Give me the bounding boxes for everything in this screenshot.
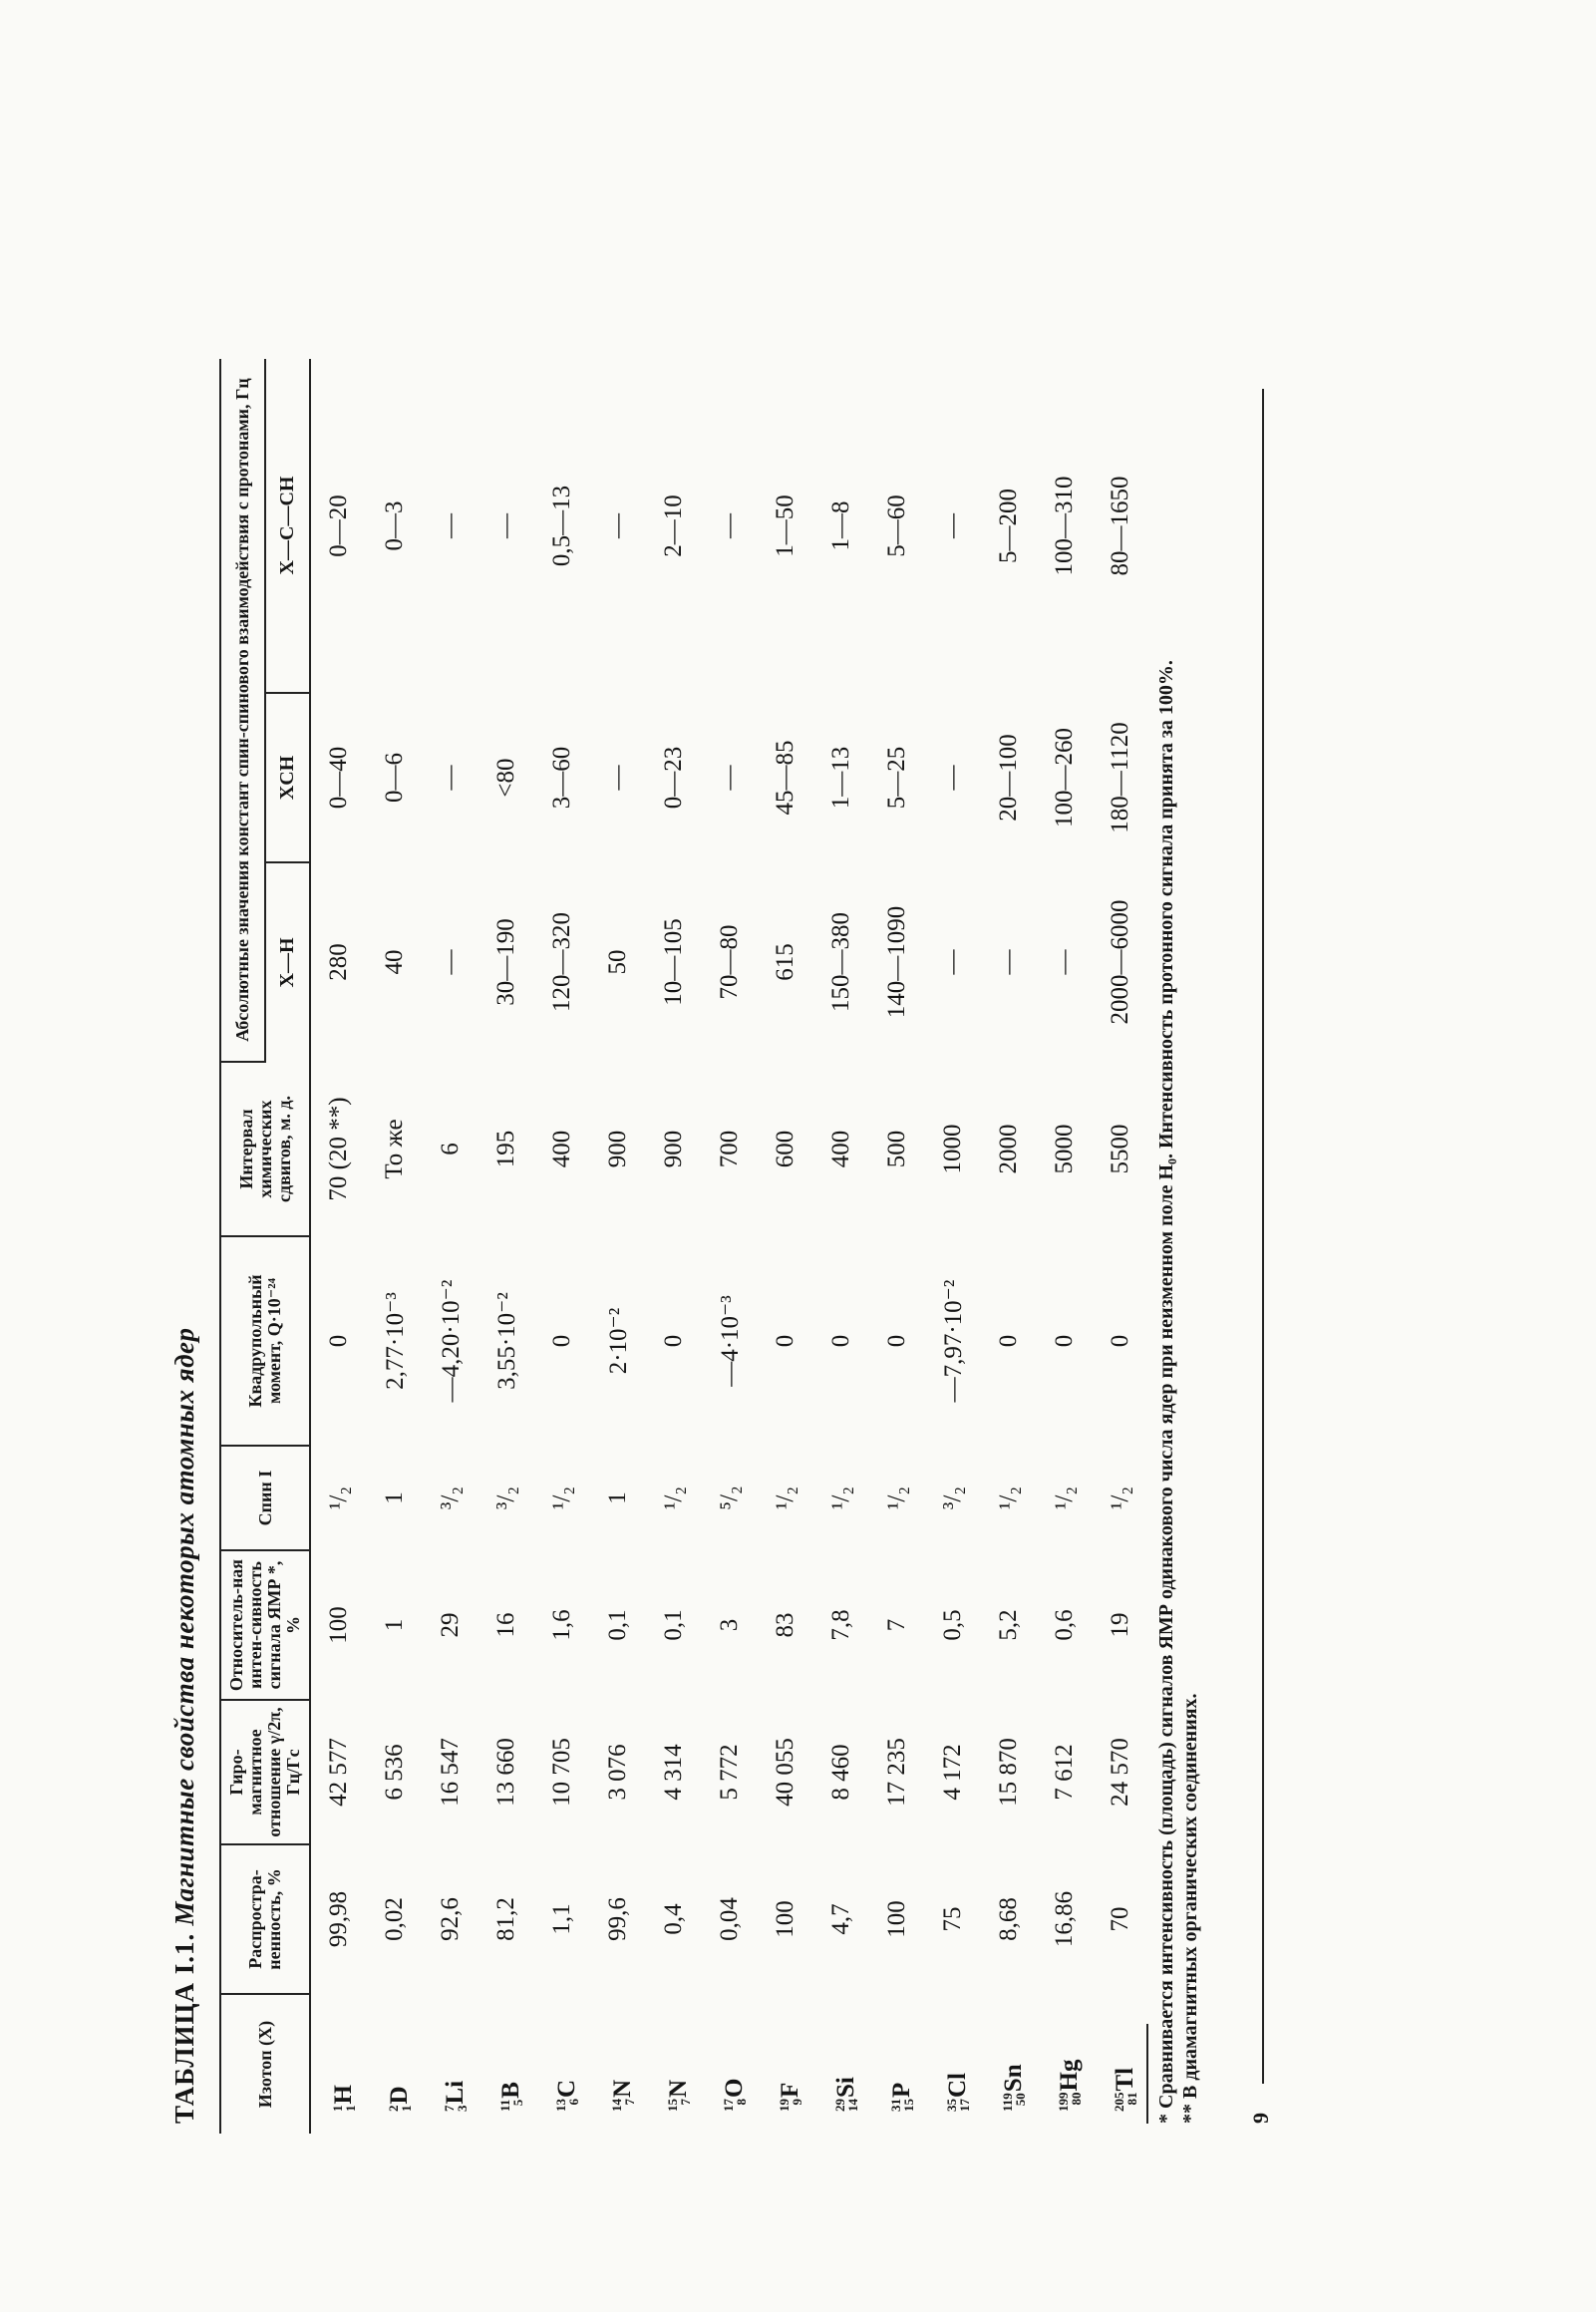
nuclide-symbol bbox=[442, 2081, 470, 2112]
nuclide-symbol bbox=[330, 2085, 358, 2112]
element-symbol: O bbox=[720, 2078, 748, 2098]
cell-quadrupole-moment: 2,77·10⁻³ bbox=[382, 1292, 409, 1390]
mass-number: 19 bbox=[776, 2099, 792, 2112]
cell-coupling-xch: 20—100 bbox=[995, 734, 1022, 822]
cell-gyromagnetic-ratio: 3 076 bbox=[604, 1744, 631, 1801]
atomic-number: 3 bbox=[454, 2105, 470, 2112]
table-row bbox=[423, 359, 479, 2134]
cell-gyromagnetic-ratio: 5 772 bbox=[716, 1744, 743, 1801]
mass-number: 1 bbox=[329, 2105, 345, 2112]
cell-relative-intensity: 0,1 bbox=[604, 1609, 631, 1641]
atomic-number: 15 bbox=[900, 2099, 916, 2112]
cell-coupling-xh: 30—190 bbox=[492, 918, 519, 1006]
mass-number: 17 bbox=[720, 2099, 736, 2112]
element-symbol: Cl bbox=[943, 2073, 971, 2098]
cell-coupling-xh: 150—380 bbox=[827, 912, 854, 1012]
mass-number: 2 bbox=[385, 2105, 401, 2112]
header-isotope: Изотоп (X) bbox=[220, 1994, 310, 2134]
element-symbol: Si bbox=[831, 2077, 859, 2098]
cell-gyromagnetic-ratio: 6 536 bbox=[381, 1744, 408, 1801]
cell-abundance: 75 bbox=[939, 1906, 966, 1932]
nuclide-symbol bbox=[777, 2083, 804, 2112]
atomic-number: 7 bbox=[621, 2099, 637, 2106]
atomic-number: 50 bbox=[1012, 2093, 1028, 2107]
cell-gyromagnetic-ratio: 8 460 bbox=[827, 1744, 854, 1801]
cell-isotope bbox=[1093, 1994, 1148, 2134]
cell-spin: ¹/₂ bbox=[772, 1486, 798, 1510]
nuclide-symbol bbox=[609, 2080, 637, 2112]
atomic-number: 6 bbox=[565, 2099, 581, 2106]
cell-spin: ¹/₂ bbox=[548, 1486, 575, 1510]
cell-isotope bbox=[1037, 1994, 1093, 2134]
cell-isotope bbox=[367, 1994, 423, 2134]
table-row bbox=[646, 359, 702, 2134]
cell-quadrupole-moment: —4,20·10⁻² bbox=[438, 1279, 465, 1403]
cell-coupling-xh: — bbox=[995, 949, 1022, 975]
cell-isotope bbox=[590, 1994, 646, 2134]
mass-number: 11 bbox=[496, 2099, 512, 2112]
mass-number: 205 bbox=[1111, 2092, 1126, 2112]
header-coupling-xh: X—H bbox=[265, 862, 310, 1062]
nuclide-indices bbox=[666, 2099, 692, 2112]
nuclide-indices bbox=[443, 2106, 469, 2113]
header-coupling-xch: XCH bbox=[265, 693, 310, 862]
cell-chemical-shift-range: 5000 bbox=[1051, 1124, 1078, 1174]
nuclide-indices bbox=[331, 2106, 357, 2113]
cell-isotope bbox=[423, 1994, 479, 2134]
cell-spin: ¹/₂ bbox=[995, 1486, 1022, 1510]
header-spin: Спин I bbox=[220, 1446, 310, 1550]
mass-number: 13 bbox=[552, 2099, 568, 2112]
cell-spin: ¹/₂ bbox=[883, 1486, 910, 1510]
cell-chemical-shift-range: То же bbox=[381, 1119, 408, 1179]
cell-coupling-xch: 5—25 bbox=[883, 746, 910, 810]
table-body bbox=[310, 359, 1148, 2134]
cell-coupling-xh: 50 bbox=[604, 949, 631, 975]
nuclide-indices bbox=[498, 2100, 524, 2112]
atomic-number: 81 bbox=[1123, 2092, 1139, 2106]
nuclear-properties-table bbox=[219, 359, 1148, 2134]
header-coupling-xcch: X—C—CH bbox=[265, 359, 310, 693]
nuclide-indices bbox=[889, 2099, 915, 2112]
cell-relative-intensity: 5,2 bbox=[995, 1609, 1022, 1641]
cell-isotope bbox=[646, 1994, 702, 2134]
element-symbol: H bbox=[329, 2085, 357, 2105]
cell-abundance: 70 bbox=[1107, 1906, 1133, 1932]
atomic-number: 14 bbox=[844, 2099, 860, 2112]
cell-spin: ⁵/₂ bbox=[716, 1486, 743, 1510]
cell-coupling-xch: 3—60 bbox=[548, 746, 575, 810]
cell-chemical-shift-range: 900 bbox=[604, 1130, 631, 1168]
cell-isotope bbox=[310, 1994, 367, 2134]
nuclide-symbol bbox=[553, 2080, 581, 2112]
cell-gyromagnetic-ratio: 4 172 bbox=[939, 1744, 966, 1801]
element-symbol: Li bbox=[441, 2080, 469, 2105]
nuclide-indices bbox=[1113, 2093, 1138, 2113]
header-quadrupole-moment: Квадрупольный момент, Q·10⁻²⁴ bbox=[220, 1236, 310, 1446]
nuclide-indices bbox=[610, 2099, 636, 2112]
cell-coupling-xch: 180—1120 bbox=[1107, 722, 1133, 833]
cell-abundance: 0,4 bbox=[660, 1903, 687, 1935]
cell-coupling-xh: — bbox=[437, 949, 464, 975]
header-abundance: Распростра-ненность, % bbox=[220, 1844, 310, 1994]
table-row bbox=[813, 359, 869, 2134]
table-row bbox=[479, 359, 534, 2134]
cell-spin: ³/₂ bbox=[437, 1486, 464, 1510]
atomic-number: 8 bbox=[733, 2099, 749, 2106]
cell-coupling-xh: 70—80 bbox=[716, 924, 743, 1000]
cell-abundance: 4,7 bbox=[827, 1903, 854, 1935]
table-number: ТАБЛИЦА I.1. bbox=[169, 1932, 199, 2124]
page-number: 9 bbox=[1248, 2113, 1273, 2124]
mass-number: 119 bbox=[999, 2093, 1015, 2112]
footnotes bbox=[1146, 369, 1202, 2124]
cell-isotope bbox=[925, 1994, 981, 2134]
nuclide-symbol bbox=[1112, 2068, 1139, 2112]
element-symbol: Hg bbox=[1055, 2059, 1083, 2092]
cell-gyromagnetic-ratio: 10 705 bbox=[548, 1738, 575, 1807]
cell-relative-intensity: 7,8 bbox=[827, 1609, 854, 1641]
table-row bbox=[869, 359, 925, 2134]
element-symbol: N bbox=[608, 2079, 636, 2098]
element-symbol: F bbox=[776, 2082, 803, 2098]
cell-relative-intensity: 0,5 bbox=[939, 1609, 966, 1641]
table-row bbox=[367, 359, 423, 2134]
cell-quadrupole-moment: 0 bbox=[1107, 1334, 1133, 1348]
cell-abundance: 99,98 bbox=[325, 1890, 352, 1948]
cell-coupling-xh: 280 bbox=[325, 943, 352, 981]
nuclide-symbol bbox=[665, 2080, 693, 2112]
cell-isotope bbox=[813, 1994, 869, 2134]
cell-spin: ¹/₂ bbox=[1051, 1486, 1078, 1510]
cell-gyromagnetic-ratio: 16 547 bbox=[437, 1738, 464, 1807]
element-symbol: D bbox=[385, 2086, 413, 2105]
cell-isotope bbox=[702, 1994, 758, 2134]
cell-quadrupole-moment: 0 bbox=[995, 1334, 1022, 1348]
cell-coupling-xcch: — bbox=[939, 513, 966, 538]
mass-number: 31 bbox=[887, 2099, 903, 2112]
cell-relative-intensity: 16 bbox=[492, 1612, 519, 1638]
cell-gyromagnetic-ratio: 40 055 bbox=[772, 1738, 798, 1807]
cell-chemical-shift-range: 600 bbox=[772, 1130, 798, 1168]
cell-chemical-shift-range: 1000 bbox=[939, 1124, 966, 1174]
cell-coupling-xcch: 0,5—13 bbox=[548, 485, 575, 567]
nuclide-symbol bbox=[386, 2086, 414, 2112]
cell-coupling-xcch: 1—8 bbox=[827, 500, 854, 551]
cell-coupling-xcch: — bbox=[716, 513, 743, 538]
cell-coupling-xch: — bbox=[939, 765, 966, 791]
atomic-number: 1 bbox=[398, 2105, 414, 2112]
nuclide-symbol bbox=[944, 2073, 972, 2112]
cell-spin: ¹/₂ bbox=[660, 1486, 687, 1510]
cell-quadrupole-moment: —7,97·10⁻² bbox=[940, 1279, 967, 1403]
cell-quadrupole-moment: 0 bbox=[772, 1334, 798, 1348]
cell-spin: 1 bbox=[381, 1491, 408, 1504]
cell-abundance: 8,68 bbox=[995, 1897, 1022, 1941]
cell-coupling-xh: 40 bbox=[381, 949, 408, 975]
cell-coupling-xh: 615 bbox=[772, 943, 798, 981]
cell-coupling-xh: — bbox=[1051, 949, 1078, 975]
table-row bbox=[590, 359, 646, 2134]
cell-coupling-xcch: 100—310 bbox=[1051, 476, 1078, 576]
nuclide-symbol bbox=[1056, 2060, 1084, 2112]
cell-chemical-shift-range: 2000 bbox=[995, 1124, 1022, 1174]
cell-gyromagnetic-ratio: 24 570 bbox=[1107, 1738, 1133, 1807]
table-row bbox=[981, 359, 1037, 2134]
cell-coupling-xh: 140—1090 bbox=[883, 905, 910, 1019]
nuclide-indices bbox=[945, 2099, 971, 2112]
cell-relative-intensity: 19 bbox=[1107, 1612, 1133, 1638]
cell-chemical-shift-range: 500 bbox=[883, 1130, 910, 1168]
cell-spin: ¹/₂ bbox=[325, 1486, 352, 1510]
atomic-number: 1 bbox=[342, 2105, 358, 2112]
cell-abundance: 0,04 bbox=[716, 1897, 743, 1941]
cell-isotope bbox=[534, 1994, 590, 2134]
cell-abundance: 81,2 bbox=[492, 1897, 519, 1941]
cell-coupling-xcch: — bbox=[492, 513, 519, 538]
element-symbol: Tl bbox=[1111, 2067, 1138, 2092]
cell-chemical-shift-range: 195 bbox=[492, 1130, 519, 1168]
cell-gyromagnetic-ratio: 13 660 bbox=[492, 1738, 519, 1807]
cell-relative-intensity: 1 bbox=[381, 1618, 408, 1632]
cell-quadrupole-moment: 0 bbox=[325, 1334, 352, 1348]
cell-coupling-xch: — bbox=[716, 765, 743, 791]
nuclide-symbol bbox=[832, 2077, 860, 2112]
atomic-number: 80 bbox=[1068, 2092, 1084, 2106]
cell-coupling-xcch: 5—200 bbox=[995, 489, 1022, 563]
atomic-number: 17 bbox=[956, 2099, 972, 2112]
header-relative-intensity: Относитель-ная интен-сивность сигнала ЯМР *, % bbox=[220, 1550, 310, 1700]
cell-spin: ³/₂ bbox=[939, 1486, 966, 1510]
cell-chemical-shift-range: 400 bbox=[548, 1130, 575, 1168]
cell-spin: ³/₂ bbox=[492, 1486, 519, 1510]
header-gyromagnetic-ratio: Гиро-магнитное отношение γ/2π, Гц/Гс bbox=[220, 1700, 310, 1844]
cell-chemical-shift-range: 400 bbox=[827, 1130, 854, 1168]
table-caption: Магнитные свойства некоторых атомных ядер bbox=[169, 1327, 199, 1926]
cell-relative-intensity: 83 bbox=[772, 1612, 798, 1638]
table-row bbox=[1037, 359, 1093, 2134]
cell-relative-intensity: 7 bbox=[883, 1618, 910, 1632]
atomic-number: 5 bbox=[509, 2099, 525, 2107]
nuclide-indices bbox=[778, 2099, 803, 2112]
cell-quadrupole-moment: 3,55·10⁻² bbox=[493, 1292, 520, 1390]
cell-coupling-xh: 2000—6000 bbox=[1107, 899, 1133, 1025]
footnote-2: ** В диамагнитных органических соединениях. bbox=[1179, 1693, 1201, 2124]
cell-coupling-xcch: 80—1650 bbox=[1107, 476, 1133, 576]
cell-coupling-xh: 120—320 bbox=[548, 912, 575, 1012]
element-symbol: N bbox=[664, 2079, 692, 2098]
cell-coupling-xcch: 0—3 bbox=[381, 500, 408, 551]
cell-coupling-xh: 10—105 bbox=[660, 918, 687, 1006]
cell-abundance: 100 bbox=[883, 1900, 910, 1938]
page-bottom-rule bbox=[1262, 389, 1264, 2084]
nuclide-indices bbox=[833, 2099, 859, 2112]
cell-coupling-xcch: 5—60 bbox=[883, 495, 910, 557]
table-row bbox=[310, 359, 367, 2134]
element-symbol: P bbox=[887, 2082, 915, 2098]
cell-quadrupole-moment: 0 bbox=[660, 1334, 687, 1348]
cell-coupling-xcch: 1—50 bbox=[772, 495, 798, 557]
cell-coupling-xcch: 0—20 bbox=[325, 495, 352, 557]
cell-isotope bbox=[758, 1994, 813, 2134]
cell-spin: 1 bbox=[604, 1491, 631, 1504]
cell-coupling-xch: — bbox=[604, 765, 631, 791]
cell-relative-intensity: 0,1 bbox=[660, 1609, 687, 1641]
cell-quadrupole-moment: 0 bbox=[827, 1334, 854, 1348]
header-coupling-constants: Абсолютные значения констант спин-спинового взаимодействия с протонами, Гц bbox=[220, 359, 265, 1062]
nuclide-symbol bbox=[721, 2079, 749, 2112]
footnote-rule bbox=[1146, 2024, 1148, 2124]
cell-abundance: 92,6 bbox=[437, 1897, 464, 1941]
cell-gyromagnetic-ratio: 15 870 bbox=[995, 1738, 1022, 1807]
nuclide-symbol bbox=[1000, 2064, 1028, 2112]
element-symbol: Sn bbox=[999, 2064, 1027, 2093]
cell-quadrupole-moment: 0 bbox=[883, 1334, 910, 1348]
cell-relative-intensity: 1,6 bbox=[548, 1609, 575, 1641]
cell-relative-intensity: 3 bbox=[716, 1618, 743, 1632]
cell-abundance: 99,6 bbox=[604, 1897, 631, 1941]
mass-number: 199 bbox=[1055, 2092, 1071, 2112]
cell-coupling-xch: 0—23 bbox=[660, 746, 687, 810]
cell-abundance: 100 bbox=[772, 1900, 798, 1938]
cell-spin: ¹/₂ bbox=[1107, 1486, 1133, 1510]
cell-quadrupole-moment: —4·10⁻³ bbox=[717, 1295, 744, 1387]
cell-relative-intensity: 100 bbox=[325, 1606, 352, 1644]
rotated-table-page bbox=[150, 349, 1445, 2144]
cell-abundance: 1,1 bbox=[548, 1903, 575, 1935]
cell-coupling-xcch: 2—10 bbox=[660, 495, 687, 557]
cell-coupling-xch: 45—85 bbox=[772, 740, 798, 816]
cell-quadrupole-moment: 2·10⁻² bbox=[605, 1307, 632, 1375]
atomic-number: 7 bbox=[677, 2099, 693, 2106]
cell-abundance: 16,86 bbox=[1051, 1890, 1078, 1948]
table-title bbox=[169, 1328, 200, 2124]
cell-coupling-xch: 100—260 bbox=[1051, 728, 1078, 827]
nuclide-indices bbox=[387, 2106, 413, 2113]
cell-coupling-xch: 1—13 bbox=[827, 746, 854, 810]
cell-gyromagnetic-ratio: 42 577 bbox=[325, 1738, 352, 1807]
cell-chemical-shift-range: 70 (20 **) bbox=[325, 1097, 352, 1201]
cell-coupling-xch: <80 bbox=[492, 758, 519, 798]
cell-chemical-shift-range: 900 bbox=[660, 1130, 687, 1168]
nuclide-indices bbox=[1057, 2093, 1083, 2113]
table-row bbox=[1093, 359, 1148, 2134]
cell-gyromagnetic-ratio: 4 314 bbox=[660, 1744, 687, 1801]
footnote-1: * Сравнивается интенсивность (площадь) сигналов ЯМР одинакового числа ядер при неизменном поле H₀. Интенсивность протонного сигнала принята за 100%. bbox=[1155, 660, 1177, 2124]
cell-isotope bbox=[981, 1994, 1037, 2134]
cell-quadrupole-moment: 0 bbox=[548, 1334, 575, 1348]
nuclide-indices bbox=[1001, 2093, 1027, 2112]
table-row bbox=[925, 359, 981, 2134]
nuclide-symbol bbox=[888, 2083, 916, 2112]
cell-gyromagnetic-ratio: 7 612 bbox=[1051, 1744, 1078, 1801]
cell-coupling-xh: — bbox=[939, 949, 966, 975]
cell-gyromagnetic-ratio: 17 235 bbox=[883, 1738, 910, 1807]
cell-coupling-xch: — bbox=[437, 765, 464, 791]
header-chemical-shift-range: Интервал химических сдвигов, м. д. bbox=[220, 1062, 310, 1236]
mass-number: 7 bbox=[441, 2105, 457, 2112]
cell-abundance: 0,02 bbox=[381, 1897, 408, 1941]
cell-coupling-xcch: — bbox=[437, 513, 464, 538]
cell-relative-intensity: 29 bbox=[437, 1612, 464, 1638]
mass-number: 29 bbox=[831, 2099, 847, 2112]
element-symbol: B bbox=[496, 2082, 524, 2099]
cell-isotope bbox=[869, 1994, 925, 2134]
cell-coupling-xch: 0—40 bbox=[325, 746, 352, 810]
cell-chemical-shift-range: 5500 bbox=[1107, 1124, 1133, 1174]
cell-coupling-xch: 0—6 bbox=[381, 753, 408, 803]
mass-number: 15 bbox=[664, 2099, 680, 2112]
cell-coupling-xcch: — bbox=[604, 513, 631, 538]
table-row bbox=[534, 359, 590, 2134]
nuclide-indices bbox=[722, 2099, 748, 2112]
nuclide-indices bbox=[554, 2099, 580, 2112]
nuclide-symbol bbox=[497, 2082, 525, 2112]
cell-isotope bbox=[479, 1994, 534, 2134]
atomic-number: 9 bbox=[789, 2099, 804, 2106]
element-symbol: C bbox=[552, 2079, 580, 2098]
cell-relative-intensity: 0,6 bbox=[1051, 1609, 1078, 1641]
table-row bbox=[702, 359, 758, 2134]
table-row bbox=[758, 359, 813, 2134]
cell-chemical-shift-range: 700 bbox=[716, 1130, 743, 1168]
mass-number: 14 bbox=[608, 2099, 624, 2112]
cell-quadrupole-moment: 0 bbox=[1051, 1334, 1078, 1348]
cell-spin: ¹/₂ bbox=[827, 1486, 854, 1510]
mass-number: 35 bbox=[943, 2099, 959, 2112]
cell-chemical-shift-range: 6 bbox=[437, 1143, 464, 1156]
